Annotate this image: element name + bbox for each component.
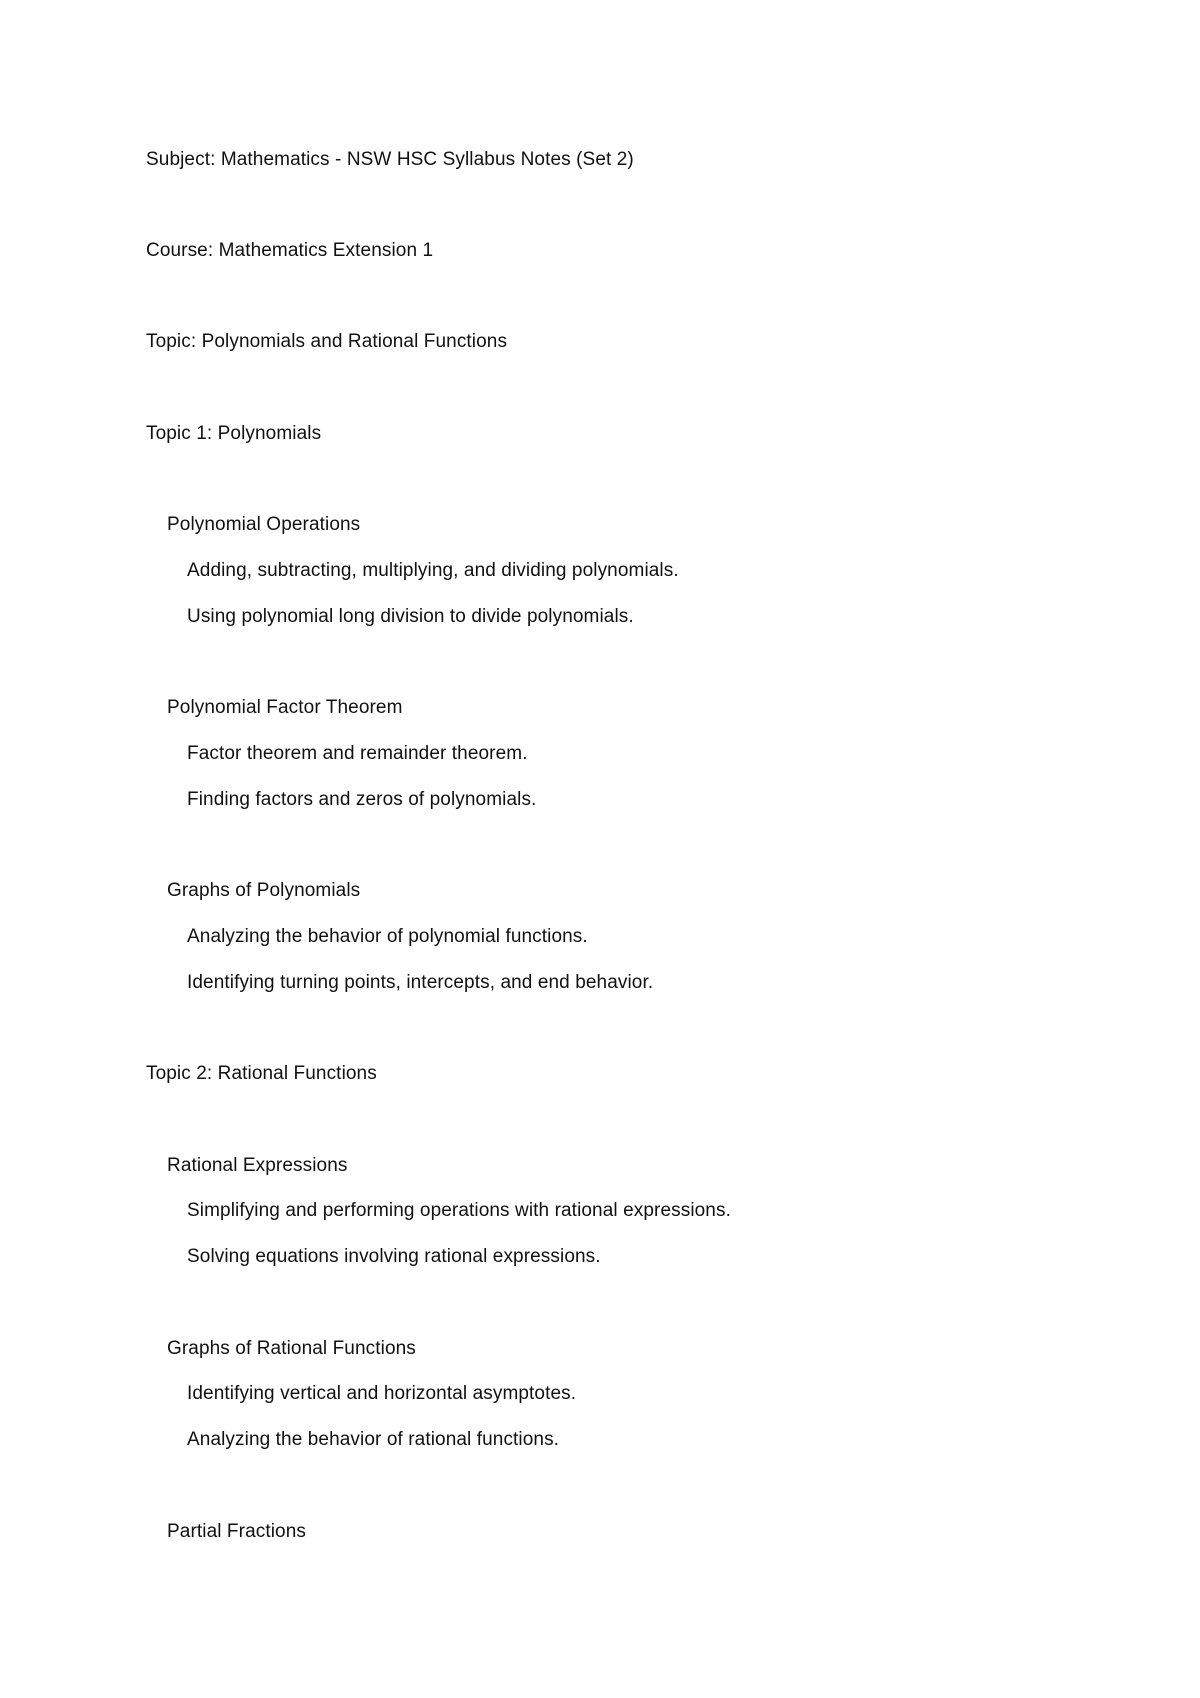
section-point: Analyzing the behavior of polynomial functions. bbox=[187, 926, 588, 947]
section-point: Finding factors and zeros of polynomials. bbox=[187, 789, 537, 810]
course-line: Course: Mathematics Extension 1 bbox=[146, 240, 434, 261]
section-point: Factor theorem and remainder theorem. bbox=[187, 743, 528, 764]
section-heading: Polynomial Operations bbox=[167, 514, 361, 535]
section-heading: Rational Expressions bbox=[167, 1155, 348, 1176]
section-point: Adding, subtracting, multiplying, and dividing polynomials. bbox=[187, 560, 679, 581]
section-point: Identifying vertical and horizontal asymptotes. bbox=[187, 1383, 577, 1404]
section-heading: Polynomial Factor Theorem bbox=[167, 697, 403, 718]
topic-heading: Topic 2: Rational Functions bbox=[146, 1063, 377, 1084]
section-heading: Partial Fractions bbox=[167, 1521, 306, 1542]
topic-heading: Topic 1: Polynomials bbox=[146, 423, 322, 444]
section-point: Identifying turning points, intercepts, and end behavior. bbox=[187, 972, 654, 993]
section-point: Analyzing the behavior of rational functions. bbox=[187, 1429, 560, 1450]
topic-line: Topic: Polynomials and Rational Functions bbox=[146, 331, 508, 352]
subject-line: Subject: Mathematics - NSW HSC Syllabus Notes (Set 2) bbox=[146, 149, 634, 170]
section-heading: Graphs of Rational Functions bbox=[167, 1338, 416, 1359]
section-point: Using polynomial long division to divide polynomials. bbox=[187, 606, 634, 627]
section-point: Simplifying and performing operations with rational expressions. bbox=[187, 1200, 731, 1221]
section-point: Solving equations involving rational expressions. bbox=[187, 1246, 601, 1267]
section-heading: Graphs of Polynomials bbox=[167, 880, 361, 901]
